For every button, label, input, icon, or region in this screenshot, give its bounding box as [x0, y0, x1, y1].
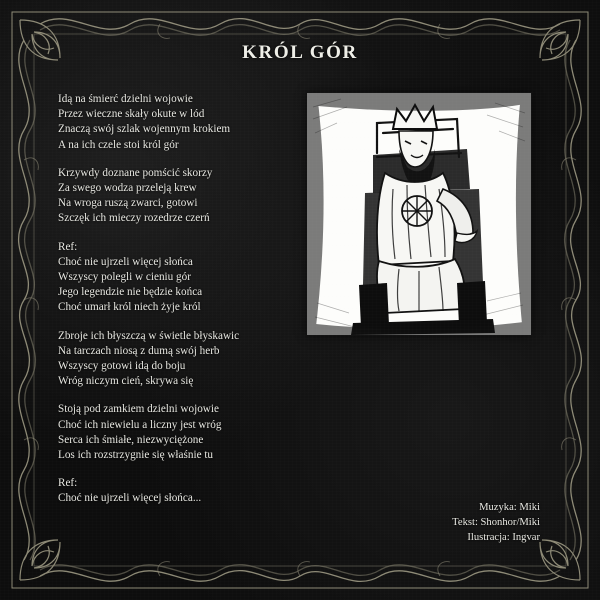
- credit-lyrics: Tekst: Shonhor/Miki: [452, 517, 540, 528]
- lyric-line: Znaczą swój szlak wojennym krokiem: [58, 123, 231, 136]
- lyrics-stanza: [58, 92, 308, 153]
- lyric-line: Na tarczach niosą z dumą swój herb: [58, 344, 220, 357]
- lyric-line: A na ich czele stoi król gór: [58, 138, 179, 151]
- lyrics-refrain: [58, 240, 308, 316]
- lyric-line: Jego legendzie nie będzie końca: [58, 286, 203, 299]
- credits-block: [330, 500, 540, 545]
- lyric-line: Wróg niczym cień, skrywa się: [58, 375, 194, 388]
- credit-illustration: Ilustracja: Ingvar: [467, 532, 540, 543]
- lyric-line: Idą na śmierć dzielni wojowie: [58, 93, 193, 105]
- page-title: KRÓL GÓR: [242, 42, 358, 63]
- lyric-line: Wszyscy polegli w cieniu gór: [58, 271, 191, 284]
- lyrics-block: [58, 92, 308, 520]
- lyric-line: Za swego wodza przeleją krew: [58, 182, 197, 195]
- refrain-label: Ref:: [58, 240, 78, 253]
- lyric-line: Na wroga ruszą zwarci, gotowi: [58, 197, 198, 210]
- lyric-line: Choć ich niewielu a liczny jest wróg: [58, 418, 222, 431]
- illustration-image: [307, 93, 531, 335]
- lyrics-refrain: [58, 476, 308, 506]
- lyrics-stanza: [58, 329, 308, 390]
- lyric-line: Zbroje ich błyszczą w świetle błyskawic: [58, 329, 240, 342]
- lyric-line: Choć nie ujrzeli więcej słońca: [58, 255, 193, 268]
- lyric-line: Serca ich śmiałe, niezwyciężone: [58, 433, 204, 446]
- lyric-line: Choć nie ujrzeli więcej słońca...: [58, 492, 202, 505]
- lyric-line: Przez wieczne skały okute w lód: [58, 108, 205, 121]
- lyric-line: Szczęk ich mieczy rozedrze czerń: [58, 212, 210, 225]
- credit-music: Muzyka: Miki: [479, 502, 540, 513]
- lyrics-stanza: [58, 402, 308, 463]
- lyric-line: Choć umarł król niech żyje król: [58, 301, 201, 314]
- lyric-line: Los ich rozstrzygnie się właśnie tu: [58, 449, 214, 462]
- lyric-line: Krzywdy doznane pomścić skorzy: [58, 166, 213, 179]
- refrain-label: Ref:: [58, 477, 78, 490]
- lyric-line: Wszyscy gotowi idą do boju: [58, 360, 186, 373]
- lyric-line: Stoją pod zamkiem dzielni wojowie: [58, 403, 219, 416]
- lyrics-stanza: [58, 166, 308, 227]
